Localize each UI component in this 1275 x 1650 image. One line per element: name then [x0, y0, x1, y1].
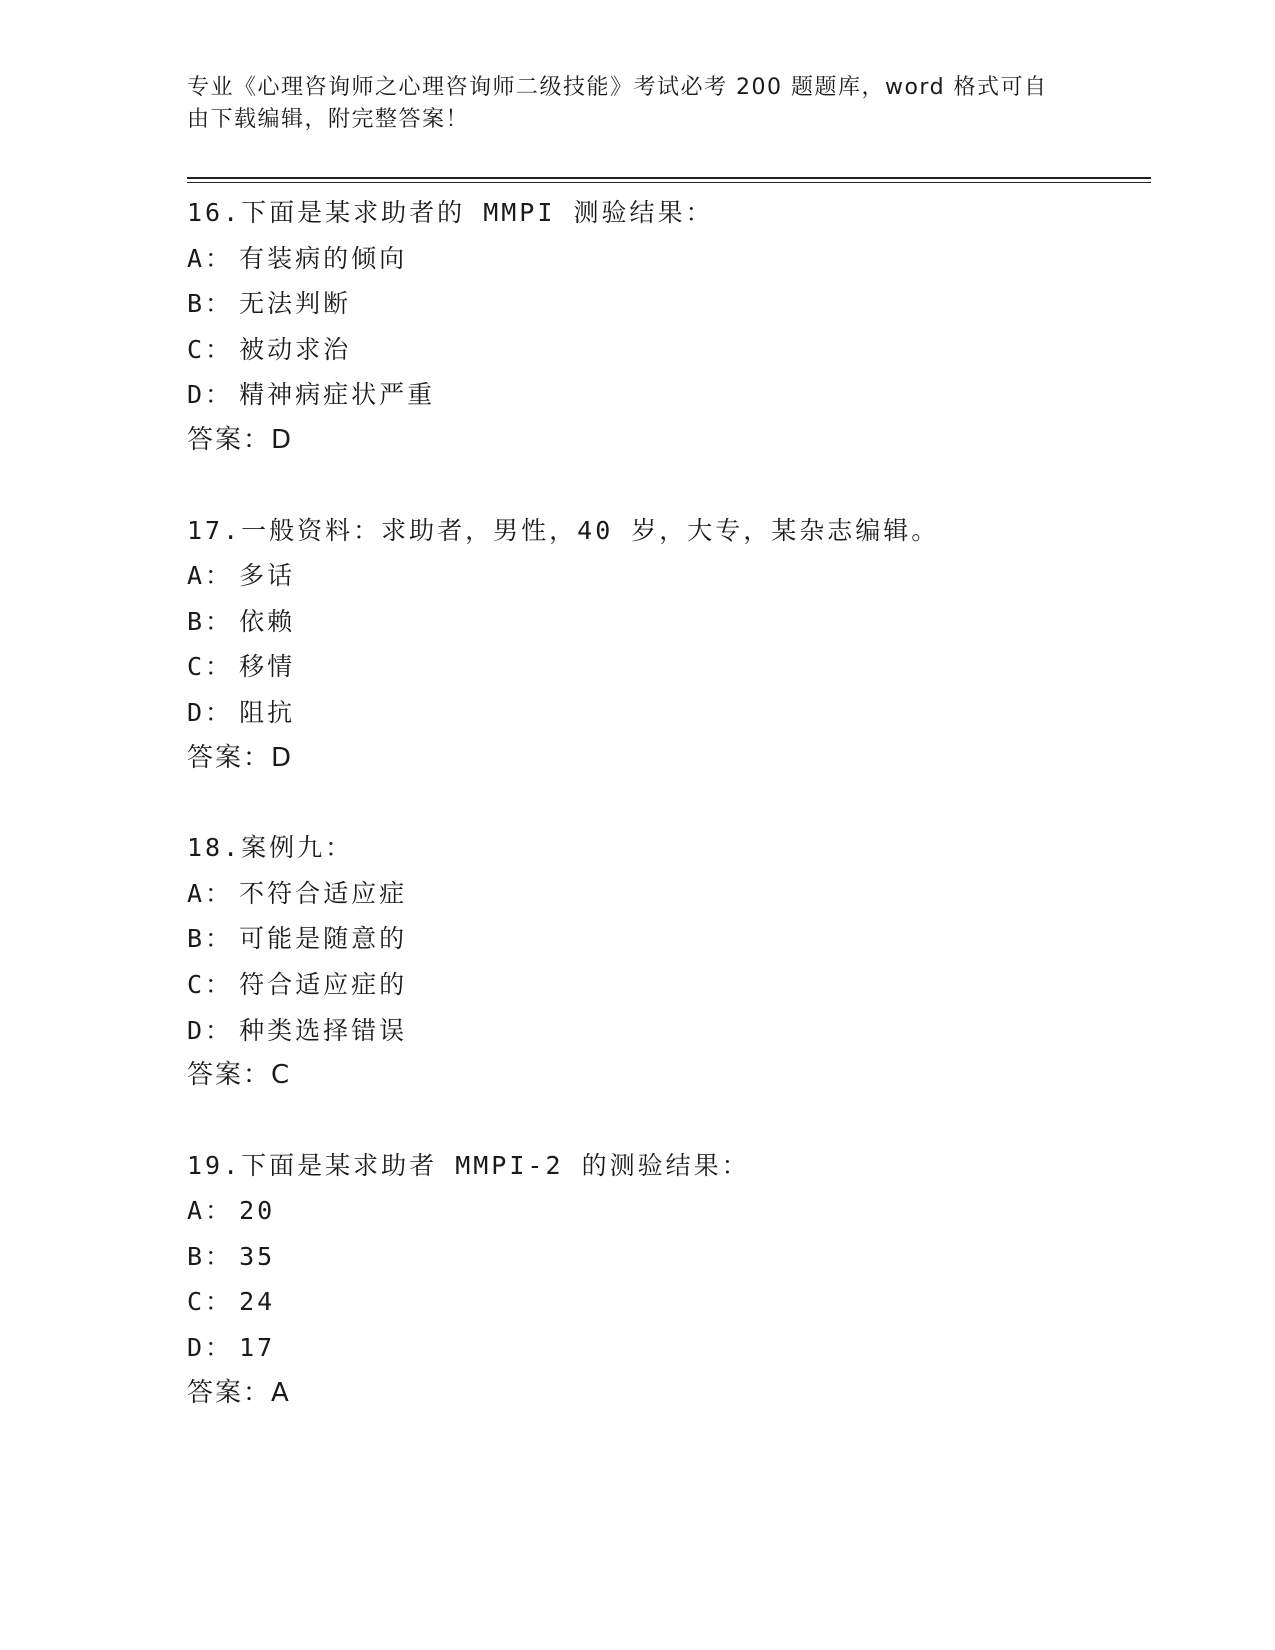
option-text: 符合适应症的 [239, 969, 408, 999]
question-list [187, 190, 1147, 1460]
option-d [187, 372, 1147, 418]
option-d [187, 1325, 1147, 1371]
option-text: 移情 [239, 652, 296, 682]
option-key: A： [187, 878, 234, 908]
option-key: C： [187, 652, 234, 682]
question-title: 17.一般资料：求助者，男性，40 岁，大专，某杂志编辑。 [187, 515, 940, 545]
option-a [187, 1188, 1147, 1234]
option-key: A： [187, 243, 234, 273]
option-key: B： [187, 924, 234, 954]
option-c [187, 644, 1147, 690]
header-line-2: 由下载编辑，附完整答案！ [187, 107, 470, 132]
answer-line: 答案：C [187, 1060, 292, 1091]
option-text: 种类选择错误 [239, 1015, 408, 1045]
option-b [187, 916, 1147, 962]
option-text: 被动求治 [239, 334, 352, 364]
option-text: 多话 [239, 561, 296, 591]
question-17 [187, 508, 1147, 782]
header-line-1: 专业《心理咨询师之心理咨询师二级技能》考试必考 200 题题库，word 格式可自 [187, 75, 1048, 100]
option-text: 24 [239, 1287, 276, 1317]
document-header [187, 72, 1067, 136]
option-text: 阻抗 [239, 697, 296, 727]
option-c [187, 327, 1147, 373]
question-16 [187, 190, 1147, 464]
option-key: D： [187, 1333, 234, 1363]
option-key: B： [187, 606, 234, 636]
option-c [187, 1279, 1147, 1325]
option-d [187, 1008, 1147, 1054]
option-key: D： [187, 697, 234, 727]
question-19 [187, 1143, 1147, 1417]
option-key: C： [187, 334, 234, 364]
answer-line: 答案：D [187, 424, 294, 455]
option-key: B： [187, 289, 234, 319]
option-key: D： [187, 1015, 234, 1045]
answer-line: 答案：A [187, 1377, 291, 1408]
option-text: 35 [239, 1241, 276, 1271]
option-b [187, 281, 1147, 327]
header-divider-thin [187, 182, 1151, 183]
option-text: 有装病的倾向 [239, 243, 408, 273]
option-b [187, 599, 1147, 645]
answer-line: 答案：D [187, 742, 294, 773]
option-a [187, 553, 1147, 599]
option-text: 不符合适应症 [239, 878, 408, 908]
option-text: 20 [239, 1196, 276, 1226]
option-text: 依赖 [239, 606, 296, 636]
question-title: 16.下面是某求助者的 MMPI 测验结果： [187, 198, 714, 227]
question-18 [187, 825, 1147, 1099]
option-key: B： [187, 1241, 234, 1271]
option-key: D： [187, 380, 234, 410]
option-key: C： [187, 1287, 234, 1317]
option-b [187, 1234, 1147, 1280]
option-a [187, 871, 1147, 917]
option-key: A： [187, 1196, 234, 1226]
option-text: 精神病症状严重 [239, 380, 436, 410]
question-title: 18.案例九： [187, 833, 354, 863]
option-d [187, 690, 1147, 736]
option-c [187, 962, 1147, 1008]
option-key: A： [187, 561, 234, 591]
option-text: 无法判断 [239, 289, 352, 319]
option-a [187, 236, 1147, 282]
question-title: 19.下面是某求助者 MMPI-2 的测验结果： [187, 1150, 750, 1180]
header-divider-thick [187, 177, 1151, 179]
option-key: C： [187, 969, 234, 999]
option-text: 可能是随意的 [239, 924, 408, 954]
option-text: 17 [239, 1333, 276, 1363]
